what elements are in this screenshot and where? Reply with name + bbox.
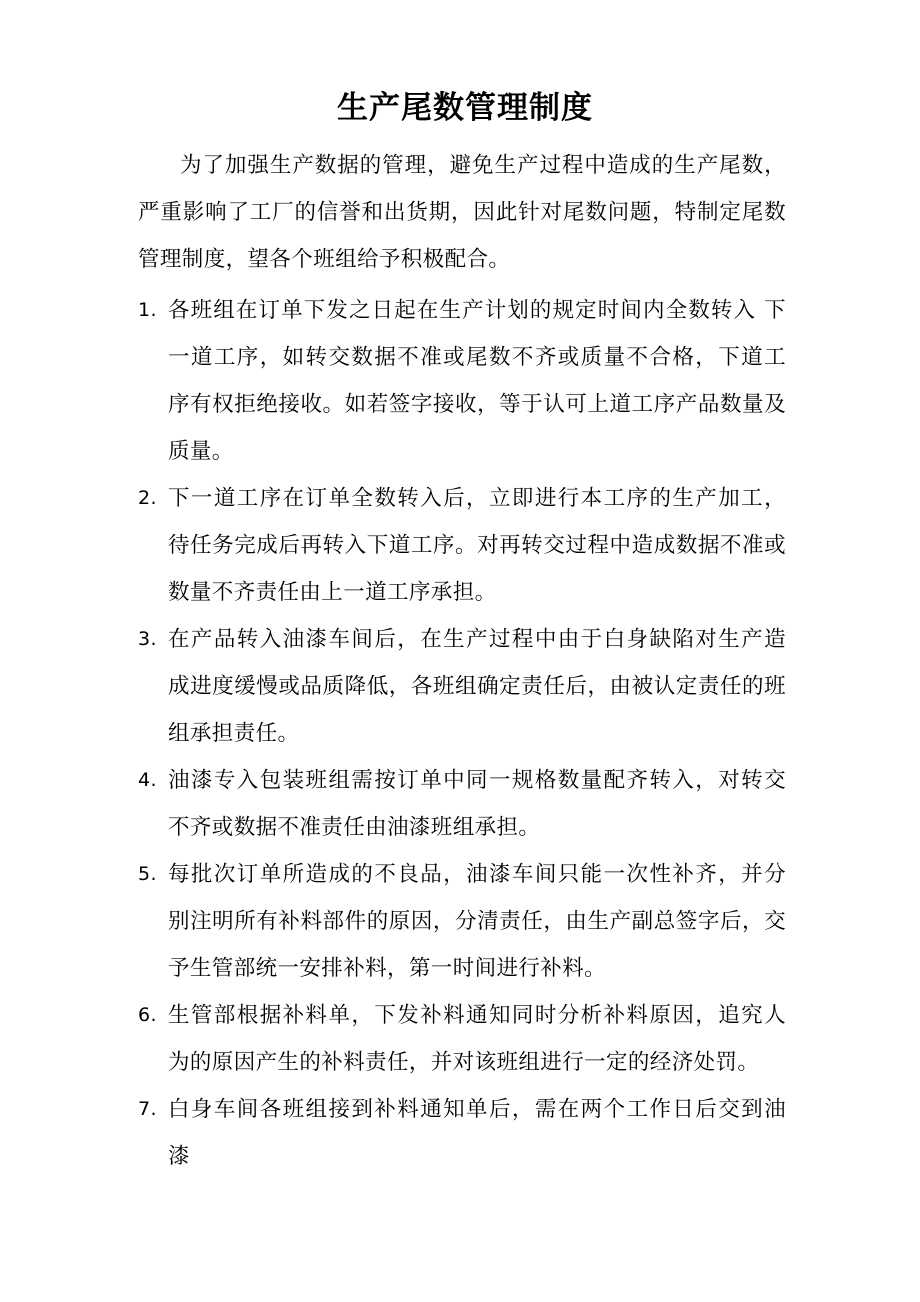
rule-number: 1. xyxy=(138,299,157,321)
rule-item-7 xyxy=(138,1086,786,1180)
rule-item-4 xyxy=(138,757,786,851)
rule-number: 4. xyxy=(138,769,157,791)
rule-number: 7. xyxy=(138,1098,157,1120)
rule-text: 下一道工序在订单全数转入后，立即进行本工序的生产加工， 待任务完成后再转入下道工序。对再转交过程中造成数据不准或 数量不齐责任由上一道工序承担。 xyxy=(168,486,786,605)
rule-text: 油漆专入包装班组需按订单中同一规格数量配齐转入，对转交 不齐或数据不准责任由油漆班组承担。 xyxy=(168,768,786,840)
rule-text: 在产品转入油漆车间后，在生产过程中由于白身缺陷对生产造 成进度缓慢或品质降低，各班组确定责任后，由被认定责任的班 组承担责任。 xyxy=(168,627,786,746)
document-title: 生产尾数管理制度 xyxy=(337,90,593,126)
rule-item-5 xyxy=(138,851,786,992)
rule-number: 6. xyxy=(138,1004,157,1026)
rule-number: 5. xyxy=(138,863,157,885)
rule-text: 各班组在订单下发之日起在生产计划的规定时间内全数转入 下一道工序，如转交数据不准或尾数不齐或质量不合格，下道工 序有权拒绝接收。如若签字接收，等于认可上道工序产品数量及 质量。 xyxy=(168,298,786,464)
rule-text: 生管部根据补料单，下发补料通知同时分析补料原因，追究人 为的原因产生的补料责任，并对该班组进行一定的经济处罚。 xyxy=(168,1003,786,1075)
rule-text: 每批次订单所造成的不良品，油漆车间只能一次性补齐，并分 别注明所有补料部件的原因，分清责任，由生产副总签字后，交 予生管部统一安排补料，第一时间进行补料。 xyxy=(168,862,786,981)
rule-item-3 xyxy=(138,616,786,757)
rule-text: 白身车间各班组接到补料通知单后，需在两个工作日后交到油 漆 xyxy=(168,1097,786,1169)
rule-item-6 xyxy=(138,992,786,1086)
rule-number: 2. xyxy=(138,487,157,509)
rule-number: 3. xyxy=(138,628,157,650)
rule-item-2 xyxy=(138,475,786,616)
rules-list xyxy=(138,287,786,1180)
rule-item-1 xyxy=(138,287,786,475)
intro-paragraph: 为了加强生产数据的管理，避免生产过程中造成的生产尾数，严重影响了工厂的信誉和出货期，因此针对尾数问题，特制定尾数管理制度，望各个班组给予积极配合。 xyxy=(138,153,786,272)
